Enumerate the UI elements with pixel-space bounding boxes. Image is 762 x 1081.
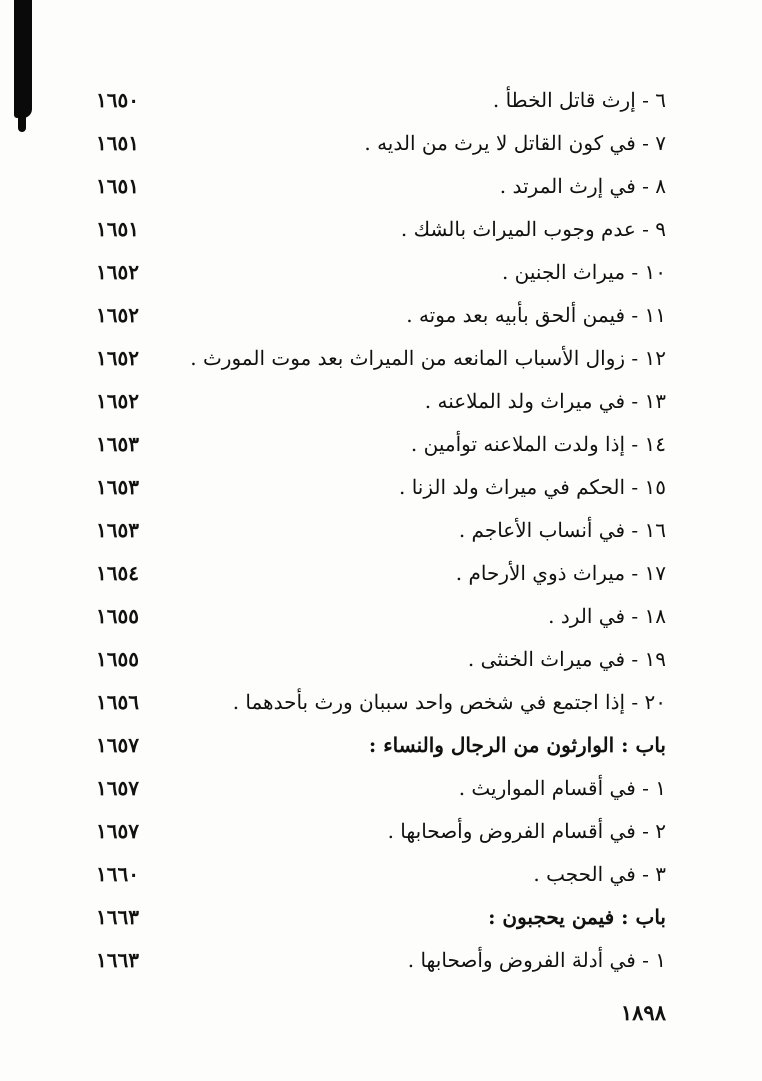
entry-title: ٩ - عدم وجوب الميراث بالشك . <box>400 217 666 241</box>
entry-page-number: ١٦٥٧ <box>96 733 139 757</box>
toc-entry <box>96 467 666 507</box>
toc-entry <box>96 811 666 851</box>
entry-page-number: ١٦٦٣ <box>96 905 139 929</box>
entry-title: ١٧ - ميراث ذوي الأرحام . <box>455 561 666 585</box>
toc-entry <box>96 338 666 378</box>
entry-title: ٧ - في كون القاتل لا يرث من الديه . <box>364 131 666 155</box>
entry-page-number: ١٦٥٦ <box>96 690 139 714</box>
toc-entry <box>96 381 666 421</box>
entry-page-number: ١٦٦٣ <box>96 948 139 972</box>
entry-title: ٣ - في الحجب . <box>533 862 666 886</box>
entry-page-number: ١٦٥٥ <box>96 604 139 628</box>
entry-page-number: ١٦٥١ <box>96 217 139 241</box>
section-heading-row <box>96 897 666 937</box>
toc-entry <box>96 553 666 593</box>
entry-page-number: ١٦٥٥ <box>96 647 139 671</box>
entry-title: ١٥ - الحكم في ميراث ولد الزنا . <box>398 475 666 499</box>
toc-entry <box>96 940 666 980</box>
entry-page-number: ١٦٥٣ <box>96 518 139 542</box>
toc-entry <box>96 424 666 464</box>
entry-page-number: ١٦٥٧ <box>96 819 139 843</box>
page-number: ١٨٩٨ <box>620 1000 666 1025</box>
toc-entry <box>96 768 666 808</box>
section-heading-row <box>96 725 666 765</box>
entry-page-number: ١٦٦٠ <box>96 862 139 886</box>
entry-title: ١٨ - في الرد . <box>548 604 666 628</box>
entry-page-number: ١٦٥٣ <box>96 432 139 456</box>
entry-title: ٢ - في أقسام الفروض وأصحابها . <box>387 819 666 843</box>
entry-page-number: ١٦٥٢ <box>96 346 139 370</box>
entry-title: ١٣ - في ميراث ولد الملاعنه . <box>424 389 666 413</box>
entry-title: ١٤ - إذا ولدت الملاعنه توأمين . <box>410 432 666 456</box>
entry-page-number: ١٦٥١ <box>96 131 139 155</box>
toc-entry <box>96 596 666 636</box>
section-heading: باب : الوارثون من الرجال والنساء : <box>368 733 666 757</box>
entry-title: ١ - في أدلة الفروض وأصحابها . <box>407 948 666 972</box>
toc-entry <box>96 123 666 163</box>
entry-title: ١٩ - في ميراث الخنثى . <box>467 647 666 671</box>
toc-entry <box>96 854 666 894</box>
entry-page-number: ١٦٥٢ <box>96 389 139 413</box>
section-heading: باب : فيمن يحجبون : <box>488 905 666 929</box>
toc-entry <box>96 510 666 550</box>
entry-page-number: ١٦٥٢ <box>96 260 139 284</box>
toc-entry <box>96 80 666 120</box>
toc-entry <box>96 252 666 292</box>
toc-entry <box>96 295 666 335</box>
toc-entry <box>96 209 666 249</box>
entry-title: ٦ - إرث قاتل الخطأ . <box>492 88 666 112</box>
entry-title: ١ - في أقسام المواريث . <box>458 776 666 800</box>
entry-title: ٨ - في إرث المرتد . <box>499 174 666 198</box>
entry-page-number: ١٦٥٠ <box>96 88 139 112</box>
entry-page-number: ١٦٥٧ <box>96 776 139 800</box>
toc-entry <box>96 639 666 679</box>
entry-page-number: ١٦٥٤ <box>96 561 139 585</box>
entry-title: ٢٠ - إذا اجتمع في شخص واحد سببان ورث بأحدهما . <box>232 690 666 714</box>
toc-entry <box>96 166 666 206</box>
entry-title: ١٠ - ميراث الجنين . <box>501 260 666 284</box>
entry-title: ١١ - فيمن ألحق بأبيه بعد موته . <box>406 303 666 327</box>
entry-page-number: ١٦٥١ <box>96 174 139 198</box>
toc-entry <box>96 682 666 722</box>
entry-page-number: ١٦٥٢ <box>96 303 139 327</box>
entry-page-number: ١٦٥٣ <box>96 475 139 499</box>
entry-title: ١٦ - في أنساب الأعاجم . <box>458 518 666 542</box>
entry-title: ١٢ - زوال الأسباب المانعه من الميراث بعد موت المورث . <box>190 346 666 370</box>
